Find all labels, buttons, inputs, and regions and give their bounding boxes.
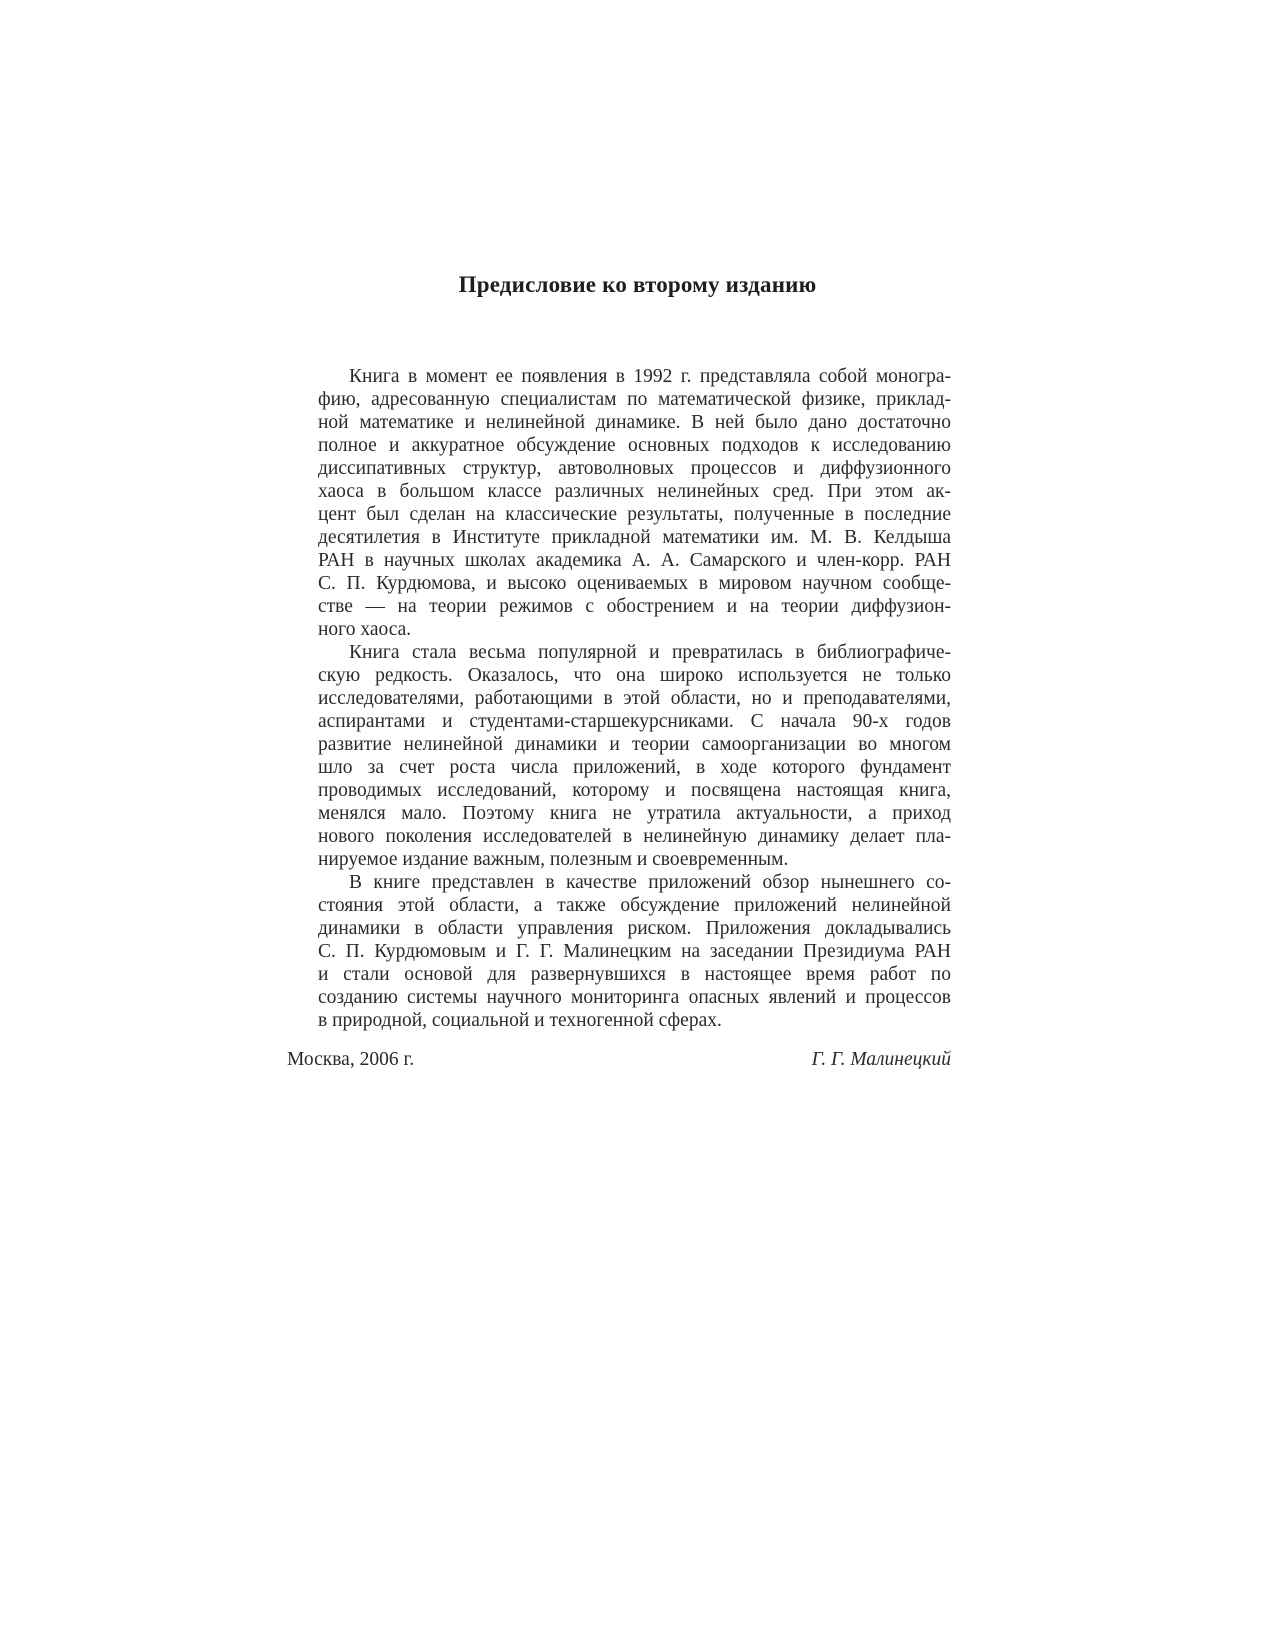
text-line: ной математике и нелинейной динамике. В ней было дано достаточно bbox=[318, 412, 951, 433]
text-line: С. П. Курдюмовым и Г. Г. Малинецким на заседании Президиума РАН bbox=[318, 941, 951, 962]
text-line: РАН в научных школах академика А. А. Самарского и член-корр. РАН bbox=[318, 550, 951, 571]
text-line: проводимых исследований, которому и посвящена настоящая книга, bbox=[318, 780, 951, 801]
author-signature: Г. Г. Малинецкий bbox=[811, 1049, 951, 1070]
text-line: менялся мало. Поэтому книга не утратила актуальности, а приход bbox=[318, 803, 951, 824]
paragraph-2 bbox=[287, 641, 951, 871]
place-date: Москва, 2006 г. bbox=[287, 1049, 415, 1070]
text-line: Книга в момент ее появления в 1992 г. представляла собой моногра- bbox=[349, 366, 951, 387]
text-line: десятилетия в Институте прикладной математики им. М. В. Келдыша bbox=[318, 527, 951, 548]
text-line: в природной, социальной и техногенной сферах. bbox=[318, 1010, 722, 1031]
text-line: созданию системы научного мониторинга опасных явлений и процессов bbox=[318, 987, 951, 1008]
text-line: С. П. Курдюмова, и высоко оцениваемых в мировом научном сообще- bbox=[318, 573, 951, 594]
text-line: фию, адресованную специалистам по математической физике, приклад- bbox=[318, 389, 951, 410]
text-line: хаоса в большом классе различных нелинейных сред. При этом ак- bbox=[318, 481, 951, 502]
text-line: стве — на теории режимов с обострением и на теории диффузион- bbox=[318, 596, 951, 617]
text-line: исследователями, работающими в этой области, но и преподавателями, bbox=[318, 688, 951, 709]
text-line: Книга стала весьма популярной и превратилась в библиографиче- bbox=[349, 642, 951, 663]
text-line: цент был сделан на классические результаты, полученные в последние bbox=[318, 504, 951, 525]
text-line: нируемое издание важным, полезным и своевременным. bbox=[318, 849, 789, 870]
text-line: развитие нелинейной динамики и теории самоорганизации во многом bbox=[318, 734, 951, 755]
text-line: диссипативных структур, автоволновых процессов и диффузионного bbox=[318, 458, 951, 479]
signature-row bbox=[287, 1049, 951, 1075]
text-line: аспирантами и студентами-старшекурсниками. С начала 90-х годов bbox=[318, 711, 951, 732]
text-line: нового поколения исследователей в нелинейную динамику делает пла- bbox=[318, 826, 951, 847]
text-line: и стали основой для развернувшихся в настоящее время работ по bbox=[318, 964, 951, 985]
preface-body bbox=[287, 365, 951, 1032]
text-line: шло за счет роста числа приложений, в ходе которого фундамент bbox=[318, 757, 951, 778]
text-line: ного хаоса. bbox=[318, 619, 412, 640]
text-line: динамики в области управления риском. Приложения докладывались bbox=[318, 918, 951, 939]
page-title: Предисловие ко второму изданию bbox=[458, 272, 817, 297]
text-line: скую редкость. Оказалось, что она широко используется не только bbox=[318, 665, 951, 686]
text-line: стояния этой области, а также обсуждение приложений нелинейной bbox=[318, 895, 951, 916]
paragraph-3 bbox=[287, 871, 951, 1032]
text-line: полное и аккуратное обсуждение основных подходов к исследованию bbox=[318, 435, 951, 456]
paragraph-1 bbox=[287, 365, 951, 641]
text-line: В книге представлен в качестве приложений обзор нынешнего со- bbox=[349, 872, 951, 893]
